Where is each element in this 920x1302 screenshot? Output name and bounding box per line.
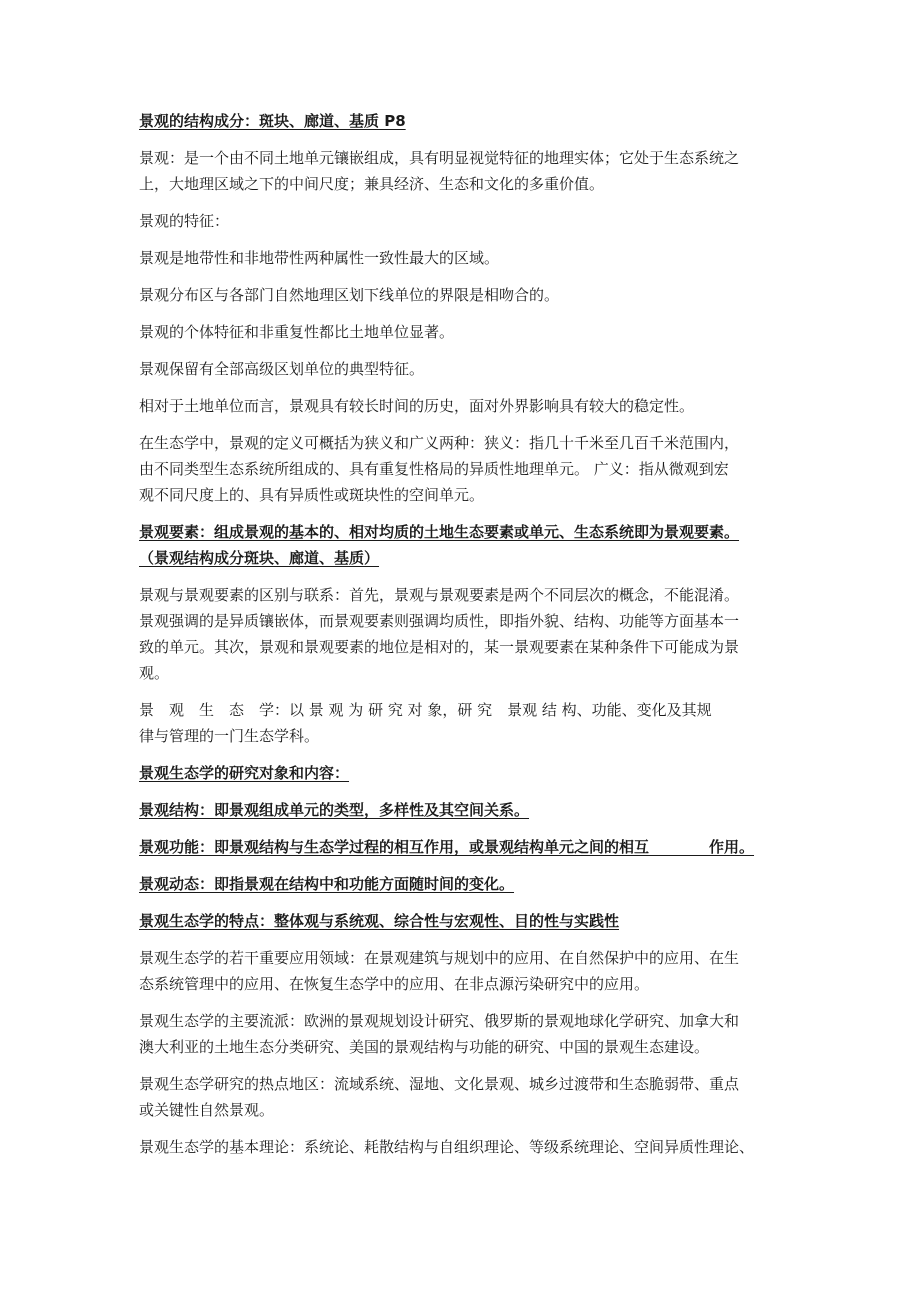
text-line: 由不同类型生态系统所组成的、具有重复性格局的异质性地理单元。 广义：指从微观到宏 xyxy=(139,460,729,478)
heading-landscape-structure xyxy=(139,797,787,823)
text-line: 景观生态学的基本理论：系统论、耗散结构与自组织理论、等级系统理论、空间异质性理论、 xyxy=(139,1138,755,1156)
text-line: 或关键性自然景观。 xyxy=(139,1101,275,1119)
paragraph-landscape-ecology xyxy=(139,697,787,749)
text-line: 景观生态学研究的热点地区：流域系统、湿地、文化景观、城乡过渡带和生态脆弱带、重点 xyxy=(139,1075,740,1093)
paragraph-schools xyxy=(139,1008,787,1060)
paragraph-applications xyxy=(139,945,787,997)
text-line: 景观生态学的特点：整体观与系统观、综合性与宏观性、目的性与实践性 xyxy=(139,912,620,930)
text-line: 景观是地带性和非地带性两种属性一致性最大的区域。 xyxy=(139,249,500,267)
text-line: 景 观 生 态 学：以 景 观 为 研 究 对 象，研 究 景观 结 构、功能、变化及其规 xyxy=(139,701,712,719)
text-line: 景观强调的是异质镶嵌体，而景观要素则强调均质性，即指外貌、结构、功能等方面基本一 xyxy=(139,612,740,630)
paragraph-landscape-definition xyxy=(139,145,787,197)
paragraph-hotspots xyxy=(139,1071,787,1123)
paragraph-feature-5 xyxy=(139,393,787,419)
heading-landscape-dynamics xyxy=(139,871,787,897)
text-line: 观。 xyxy=(139,664,170,682)
text-line: 景观分布区与各部门自然地理区划下线单位的界限是相吻合的。 xyxy=(139,286,560,304)
heading-landscape-function xyxy=(139,834,787,860)
paragraph-theories xyxy=(139,1134,787,1160)
text-line: （景观结构成分斑块、廊道、基质） xyxy=(139,549,380,567)
paragraph-difference xyxy=(139,582,787,686)
paragraph-feature-2 xyxy=(139,282,787,308)
heading-structure-components xyxy=(139,108,787,134)
text-line: 景观：是一个由不同土地单元镶嵌组成，具有明显视觉特征的地理实体；它处于生态系统之 xyxy=(139,149,740,167)
text-line: 景观动态：即指景观在结构中和功能方面随时间的变化。 xyxy=(139,875,515,893)
text-line: 景观保留有全部高级区划单位的典型特征。 xyxy=(139,360,425,378)
text-line: 景观生态学的若干重要应用领域：在景观建筑与规划中的应用、在自然保护中的应用、在生 xyxy=(139,949,740,967)
text-line: 景观结构：即景观组成单元的类型，多样性及其空间关系。 xyxy=(139,801,530,819)
document-body xyxy=(139,108,787,1171)
paragraph-feature-3 xyxy=(139,319,787,345)
heading-landscape-elements xyxy=(139,519,787,571)
paragraph-features-title xyxy=(139,208,787,234)
text-line: 景观的结构成分：斑块、廊道、基质 P8 xyxy=(139,112,406,130)
text-line: 律与管理的一门生态学科。 xyxy=(139,727,320,745)
text-line: 景观生态学的研究对象和内容： xyxy=(139,764,350,782)
text-line: 景观的特征： xyxy=(139,212,230,230)
text-line: 景观的个体特征和非重复性都比土地单位显著。 xyxy=(139,323,455,341)
text-line: 上，大地理区域之下的中间尺度；兼具经济、生态和文化的多重价值。 xyxy=(139,175,605,193)
text-line: 澳大利亚的土地生态分类研究、美国的景观结构与功能的研究、中国的景观生态建设。 xyxy=(139,1038,710,1056)
text-line: 在生态学中，景观的定义可概括为狭义和广义两种：狭义：指几十千米至几百千米范围内， xyxy=(139,434,740,452)
paragraph-feature-4 xyxy=(139,356,787,382)
text-line: 相对于土地单位而言，景观具有较长时间的历史，面对外界影响具有较大的稳定性。 xyxy=(139,397,695,415)
paragraph-feature-1 xyxy=(139,245,787,271)
text-line: 景观生态学的主要流派：欧洲的景观规划设计研究、俄罗斯的景观地球化学研究、加拿大和 xyxy=(139,1012,740,1030)
text-line: 致的单元。其次，景观和景观要素的地位是相对的，某一景观要素在某种条件下可能成为景 xyxy=(139,638,740,656)
text-line: 景观功能：即景观结构与生态学过程的相互作用，或景观结构单元之间的相互 作用。 xyxy=(139,838,755,856)
text-line: 观不同尺度上的、具有异质性或斑块性的空间单元。 xyxy=(139,486,485,504)
heading-research-objects xyxy=(139,760,787,786)
heading-characteristics xyxy=(139,908,787,934)
text-line: 景观要素：组成景观的基本的、相对均质的土地生态要素或单元、生态系统即为景观要素。 xyxy=(139,523,740,541)
text-line: 态系统管理中的应用、在恢复生态学中的应用、在非点源污染研究中的应用。 xyxy=(139,975,650,993)
text-line: 景观与景观要素的区别与联系：首先，景观与景观要素是两个不同层次的概念，不能混淆。 xyxy=(139,586,740,604)
paragraph-ecology-definition xyxy=(139,430,787,508)
